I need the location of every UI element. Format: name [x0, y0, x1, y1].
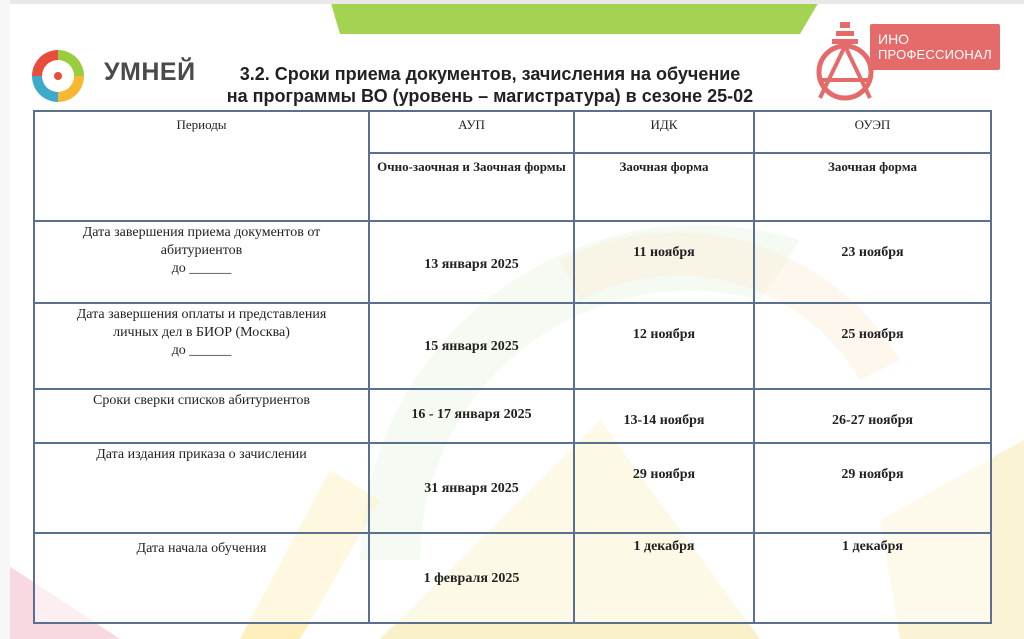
ouep-date-cell — [754, 221, 991, 303]
period-cell — [34, 389, 369, 443]
aup-date-cell — [369, 533, 574, 623]
ouep-date: 23 ноября — [841, 245, 904, 260]
idk-date-cell — [574, 389, 754, 443]
idk-date: 11 ноября — [633, 245, 695, 260]
ouep-date-cell — [754, 443, 991, 533]
ouep-date-cell — [754, 389, 991, 443]
table-row — [34, 389, 991, 443]
ouep-date: 1 декабря — [841, 539, 903, 554]
badge-line2: ПРОФЕССИОНАЛ — [878, 47, 992, 62]
table-header-row — [34, 111, 991, 153]
schedule-table — [33, 110, 992, 624]
title-line2: на программы ВО (уровень – магистратура) в сезоне 25-02 — [226, 86, 754, 106]
header-idk: ИДК — [574, 111, 754, 153]
header-aup: АУП — [369, 111, 574, 153]
period-line: до ______ — [171, 343, 232, 358]
header-ouep: ОУЭП — [754, 111, 991, 153]
aup-date-cell — [369, 443, 574, 533]
aup-date: 31 января 2025 — [424, 481, 519, 496]
ouep-date: 29 ноября — [841, 467, 904, 482]
period-cell — [34, 221, 369, 303]
period-line: до ______ — [171, 261, 232, 276]
idk-date: 29 ноября — [632, 467, 696, 482]
logo-left-text: УМНЕЙ — [104, 58, 196, 86]
period-line: Дата завершения приема документов от — [82, 225, 321, 240]
form-idk: Заочная форма — [574, 153, 754, 221]
idk-date-cell — [574, 221, 754, 303]
period-cell — [34, 533, 369, 623]
ouep-date: 26-27 ноября — [832, 413, 913, 428]
header-periods: Периоды — [34, 111, 369, 221]
idk-date-cell — [574, 533, 754, 623]
page-title — [180, 63, 800, 107]
ouep-date-cell — [754, 303, 991, 389]
form-aup: Очно-заочная и Заочная формы — [369, 153, 574, 221]
table-row — [34, 533, 991, 623]
table-row — [34, 303, 991, 389]
idk-date: 1 декабря — [633, 539, 695, 554]
aup-date: 15 января 2025 — [424, 339, 519, 354]
period-line: Дата издания приказа о зачислении — [96, 447, 307, 462]
idk-date: 13-14 ноября — [623, 413, 705, 428]
idk-date-cell — [574, 443, 754, 533]
period-line: личных дел в БИОР (Москва) — [113, 325, 290, 340]
period-cell — [34, 443, 369, 533]
ino-professional-badge — [870, 24, 1000, 70]
form-ouep: Заочная форма — [754, 153, 991, 221]
table-row — [34, 443, 991, 533]
badge-line1: ИНО — [878, 31, 910, 47]
aup-date: 13 января 2025 — [424, 257, 519, 272]
period-line: Сроки сверки списков абитуриентов — [93, 393, 310, 408]
aup-date-cell — [369, 221, 574, 303]
aup-date-cell — [369, 389, 574, 443]
aup-date-cell — [369, 303, 574, 389]
aup-date: 1 февраля 2025 — [423, 571, 520, 586]
table-row — [34, 221, 991, 303]
idk-date-cell — [574, 303, 754, 389]
period-line: Дата завершения оплаты и представления — [76, 307, 327, 322]
period-line: Дата начала обучения — [136, 541, 267, 556]
ouep-date-cell — [754, 533, 991, 623]
title-line1: 3.2. Сроки приема документов, зачисления на обучение — [239, 64, 741, 84]
aup-date: 16 - 17 января 2025 — [411, 407, 532, 422]
ouep-date: 25 ноября — [841, 327, 904, 342]
period-line: абитуриентов — [160, 243, 243, 258]
idk-date: 12 ноября — [632, 327, 696, 342]
period-cell — [34, 303, 369, 389]
